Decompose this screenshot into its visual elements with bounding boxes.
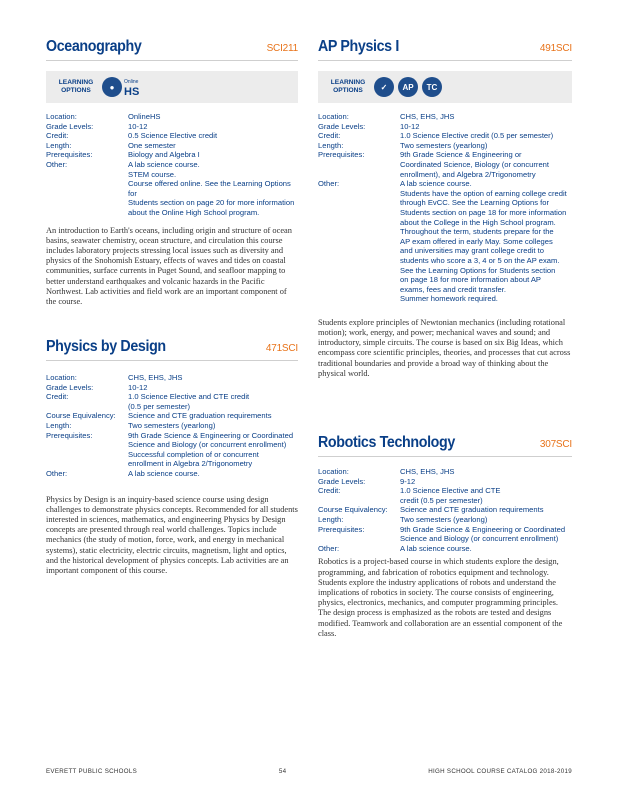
footer-catalog-title: HIGH SCHOOL COURSE CATALOG 2018-2019 xyxy=(428,768,572,775)
info-row-credit: Credit: 1.0 Science Elective credit (0.5 per semester) xyxy=(318,131,554,141)
info-row-prerequisites: Prerequisites: 9th Grade Science & Engineering or Coordinated Science and Biology (or concurrent enrollment) xyxy=(318,524,566,544)
online-hs-icon: ● xyxy=(102,77,122,97)
course-title: Physics by Design xyxy=(46,338,166,355)
online-hs-big: HS xyxy=(124,86,140,98)
info-row-other: Other: A lab science course. xyxy=(46,468,200,478)
info-row-location: Location: CHS, EHS, JHS xyxy=(318,112,455,121)
course-oceanography xyxy=(46,38,298,307)
course-description: An introduction to Earth's oceans, including origin and structure of ocean basins, seawater chemistry, ocean structure, and circulation this course includes laboratory projects stressing local issues such as diversity and physics of the Snohomish Estuary, effects of waves and tides on coastal communities, surface currents in Puget Sound, and seafloor mapping to better understand earthquakes and volcanic hazards in the Pacific Northwest. Lab activities and field work are an important component of the course. xyxy=(46,225,292,306)
info-row-prerequisites: Prerequisites: 9th Grade Science & Engineering or Coordinated Science, Biology (or concurrent enrollment), and Algebra 2/Trigonometry xyxy=(318,150,550,179)
info-row-prerequisites: Prerequisites: Biology and Algebra I xyxy=(46,150,200,160)
handshake-icon: ✓ xyxy=(374,77,394,97)
course-info xyxy=(46,373,298,479)
course-robotics-technology xyxy=(318,434,572,639)
info-row-length: Length: Two semesters (yearlong) xyxy=(318,140,488,150)
info-row-credit: Credit: 1.0 Science Elective and CTE credit (0.5 per semester) xyxy=(46,392,250,411)
info-row-other: Other: A lab science course. xyxy=(318,543,472,553)
course-header xyxy=(46,38,298,61)
course-header xyxy=(318,38,572,61)
course-description: Physics by Design is an inquiry-based science course using design challenges to demonstrate physics concepts. Recommended for all students interested in sciences, mathematics, and engineering Physics by Design concepts are presented through real world challenges. Topics include mechanics (the study of motion, force, work, and energy in mechanical systems), static electricity, electric circuits, magnetism, light and optics, and the historical development of physics concepts. Lab activities are an important component of this course. xyxy=(46,494,298,575)
info-row-location: Location: CHS, EHS, JHS xyxy=(318,467,455,476)
course-info xyxy=(46,112,298,218)
course-description: Robotics is a project-based course in which students explore the design, programming, and fabrication of robotics equipment and technology. Students explore the industry applications of robots and understand the implications of robotics in society. The course consists of engineering, physics, electronics, mechanics, and computer programming principles. The design process is emphasized as the robots are tested and designs modified. Teamwork and collaboration are an essential component of the class. xyxy=(318,557,563,638)
course-info xyxy=(318,112,572,304)
info-row-other: Other: A lab science course. Students have the option of earning college credit through EvCC. See the Learning Options for Students section on page 18 for more information about the College in the High School program. Throughout the term, students prepare for the AP exam offered in early May. Some colleges and universities may grant college credit to students who score a 3, 4 or 5 on the AP exam. See the Learning Options for Students section on page 18 for more information about AP exams, fees and credit transfer. Summer homework required. xyxy=(318,179,567,304)
course-code: 491SCI xyxy=(539,43,572,54)
online-hs-label xyxy=(124,77,139,97)
online-hs-small: Online xyxy=(124,79,139,85)
info-row-grade-levels: Grade Levels: 10-12 xyxy=(46,121,148,131)
page-footer xyxy=(46,768,572,775)
info-row-prerequisites: Prerequisites: 9th Grade Science & Engineering or Coordinated Science and Biology (or concurrent enrollment) Successful completion of or concurrent enrollment in Algebra 2/Trigonometry xyxy=(46,430,294,469)
info-row-course-equivalency: Course Equivalency: Science and CTE graduation requirements xyxy=(318,505,544,515)
learning-options-label: LEARNING OPTIONS xyxy=(330,79,366,94)
course-code: 307SCI xyxy=(539,439,572,450)
info-row-course-equivalency: Course Equivalency: Science and CTE graduation requirements xyxy=(46,411,272,421)
info-row-grade-levels: Grade Levels: 9-12 xyxy=(318,476,416,486)
ap-icon: AP xyxy=(398,77,418,97)
course-title: Robotics Technology xyxy=(318,434,455,451)
course-header xyxy=(46,338,298,361)
footer-district: EVERETT PUBLIC SCHOOLS xyxy=(46,768,138,775)
course-header xyxy=(318,434,572,457)
course-title: AP Physics I xyxy=(318,38,399,55)
course-ap-physics xyxy=(318,38,572,379)
learning-options-label: LEARNING OPTIONS xyxy=(58,79,94,94)
course-description: Students explore principles of Newtonian mechanics (including rotational motion); work, energy, and power; mechanical waves and sound; and introductory, simple circuits. The course is based on six Big Ideas, which encompass core scientific principles, theories, and processes that cut across traditional boundaries and provide a broad way of thinking about the physical world. xyxy=(318,317,571,378)
info-row-grade-levels: Grade Levels: 10-12 xyxy=(46,382,148,392)
info-row-grade-levels: Grade Levels: 10-12 xyxy=(318,121,420,131)
learning-options-bar xyxy=(46,71,298,103)
info-row-length: Length: Two semesters (yearlong) xyxy=(318,514,488,524)
right-column xyxy=(318,38,572,758)
info-row-credit: Credit: 1.0 Science Elective and CTE credit (0.5 per semester) xyxy=(318,486,501,505)
left-column xyxy=(46,38,298,758)
course-title: Oceanography xyxy=(46,38,142,55)
info-row-location: Location: OnlineHS xyxy=(46,112,161,121)
course-code: 471SCI xyxy=(265,343,298,354)
info-row-length: Length: Two semesters (yearlong) xyxy=(46,420,216,430)
course-info xyxy=(318,467,572,553)
course-physics-by-design xyxy=(46,338,298,576)
info-row-credit: Credit: 0.5 Science Elective credit xyxy=(46,131,218,141)
info-row-length: Length: One semester xyxy=(46,140,176,150)
info-row-other: Other: A lab science course. STEM course. Course offered online. See the Learning Options for Students section on page 20 for more information about the Online High School program. xyxy=(46,159,295,217)
learning-options-bar xyxy=(318,71,572,103)
footer-page-number: 54 xyxy=(278,768,287,775)
tc-icon: TC xyxy=(422,77,442,97)
info-row-location: Location: CHS, EHS, JHS xyxy=(46,373,183,382)
course-code: SCI211 xyxy=(266,43,298,54)
